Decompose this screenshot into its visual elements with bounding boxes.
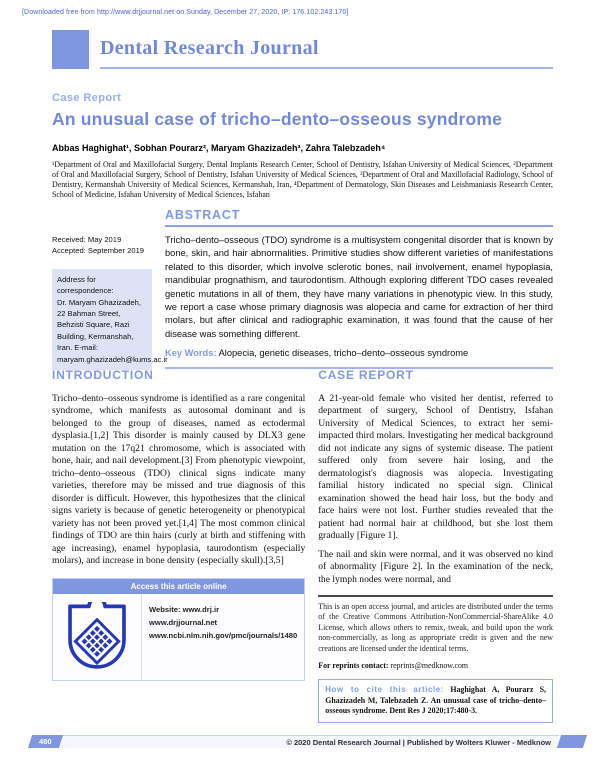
footer-copyright: © 2020 Dental Research Journal | Published by Wolters Kluwer - Medknow bbox=[286, 737, 551, 747]
correspondence-text: Dr. Maryam Ghazizadeh, 22 Bahman Street, Behzisti Square, Razi Building, Kermanshah, Iran. E-mail: maryam.ghazizadeh@kums.ac.ir bbox=[57, 297, 168, 364]
case-report-paragraph: The nail and skin were normal, and it was observed no kind of abnormality [Figure 2]. In the examination of the neck, the lymph nodes were normal, and bbox=[318, 548, 553, 585]
journal-header bbox=[52, 30, 553, 69]
journal-title-rule bbox=[100, 30, 553, 69]
section-heading-case-report: CASE REPORT bbox=[318, 368, 414, 382]
footer-page-badge bbox=[28, 735, 63, 748]
section-heading-introduction: INTRODUCTION bbox=[52, 368, 154, 382]
case-report-paragraph: A 21-year-old female who visited her dentist, referred to department of surgery, School of Dentistry, Isfahan University of Medical Sciences, to extract her semi-impacted third molars. Investigating her medical background did not indicate any signs of systemic disease. The patient suffered only from severe hair losing, and the dermatologist's diagnosis was alopecia. Investigating familial history indicated no special sign. Clinical examination showed the head hair loss, but the body and face hairs were not lost. Further studies revealed that the patient had normal hair at childhood, but she lost them gradually [Figure 1]. bbox=[318, 393, 553, 542]
page-footer bbox=[30, 735, 585, 748]
access-article-box bbox=[52, 578, 305, 681]
author-line: Abbas Haghighat¹, Sobhan Pourarz², Maryam Ghazizadeh³, Zahra Talebzadeh⁴ bbox=[52, 143, 386, 153]
article-title: An unusual case of tricho–dento–osseous syndrome bbox=[52, 109, 503, 129]
introduction-column bbox=[52, 368, 305, 723]
reprints-label: For reprints contact: bbox=[318, 661, 389, 671]
access-links bbox=[142, 594, 304, 680]
keywords-label: Key Words: bbox=[165, 348, 217, 358]
qr-cell bbox=[53, 594, 142, 680]
website-line: www.ncbi.nlm.nih.gov/pmc/journals/1480 bbox=[149, 631, 298, 641]
correspondence-box bbox=[52, 269, 168, 370]
access-box-header: Access this article online bbox=[53, 579, 304, 594]
body-columns bbox=[52, 368, 553, 723]
correspondence-label: Address for correspondence: bbox=[57, 274, 114, 296]
cite-box bbox=[318, 679, 553, 723]
download-notice: [Downloaded free from http://www.drjjournal.net on Sunday, December 27, 2020, IP: 176.102.243.170] bbox=[22, 9, 349, 16]
left-meta-column bbox=[52, 208, 168, 370]
cite-label: How to cite this article: bbox=[325, 685, 444, 695]
qr-code-icon bbox=[64, 602, 130, 672]
reprints-contact-line bbox=[318, 661, 553, 670]
journal-title: Dental Research Journal bbox=[100, 37, 319, 59]
article-head bbox=[52, 92, 553, 200]
access-box-body bbox=[53, 594, 304, 680]
website-line: www.drjjournal.net bbox=[149, 617, 218, 627]
abstract-section bbox=[52, 208, 553, 370]
website-line: Website: www.drj.ir bbox=[149, 604, 220, 614]
open-access-note: This is an open access journal, and articles are distributed under the terms of the Creative Commons Attribution-NonCommercial-ShareAlike 4.0 License, which allows others to remix, tweak, and build upon the work non-commercially, as long as appropriate credit is given and the new creations are licensed under the identical terms. bbox=[318, 602, 553, 653]
affiliations: ¹Department of Oral and Maxillofacial Surgery, Dental Implants Research Center, School of Dentistry, Isfahan University of Medical Sciences, ²Department of Oral and Maxillofacial Surgery, School of Dentistry, Isfahan University of Medical Sciences, ³Department of Oral and Maxillofacial Radiology, School of Dentistry, Kermanshah University of Medical Sciences, Kermanshah, Iran, ⁴Department of Dermatology, Skin Diseases and Leishmaniasis Research Center, School of Medicine, Isfahan University of Medical Sciences, Isfahan bbox=[52, 160, 553, 199]
cite-text: Haghighat A, Pourarz S, Ghazizadeh M, Talebzadeh Z. An unusual case of tricho–dento–osseous syndrome. Dent Res J 2020;17:480-3. bbox=[325, 685, 546, 716]
abstract-text: Tricho–dento–osseous (TDO) syndrome is a multisystem congenital disorder that is known by bone, skin, and hair abnormalities. Primitive studies show different varieties of manifestations related to this disorder, which involve sclerotic bones, nail involvement, enamel hypoplasia, mandibular prognathism, and taurodontism. Although exploring different TDO cases revealed genetic mutations in all of them, they have many variations in phenotypic view. In this study, we report a case whose primary diagnosis was alopecia and came for extraction of her third molars, but after clinical and radiographic examination, it was found that the cause of her disease was something different. bbox=[165, 235, 553, 339]
journal-logo bbox=[52, 30, 89, 69]
open-access-divider bbox=[318, 595, 553, 597]
abstract-column bbox=[165, 208, 553, 370]
dates-block bbox=[52, 208, 152, 257]
reprints-email: reprints@medknow.com bbox=[390, 661, 469, 671]
article-type-label: Case Report bbox=[52, 92, 122, 104]
accepted-date: Accepted: September 2019 bbox=[52, 246, 145, 256]
page-number: 480 bbox=[39, 737, 52, 746]
abstract-heading: ABSTRACT bbox=[165, 208, 241, 222]
keywords-line bbox=[165, 348, 553, 358]
abstract-heading-rule bbox=[165, 225, 553, 227]
introduction-text: Tricho–dento–osseous syndrome is identified as a rare congenital syndrome, which manifests as autosomal dominant and is belonged to the group of diseases, named as ectodermal dysplasia.[1,2] This disorder is mainly caused by DLX3 gene mutation on the 17q21 chromosome, which is associated with bone, hair, and nail development.[3] From phenotypic viewpoint, tricho–dento–osseous (TDO) clinical signs indicate many varieties, therefore may be missed and true diagnosis of this disorder is difficult. However, this hypothesizes that the clinical signs variety is because of genetic heterogeneity or phenotypical variety has not been proved yet.[1,4] The most common clinical findings of TDO are thin hairs (curly at birth and stiffening with age increasing), enamel hypoplasia, taurodontism (especially molars), and increase in bone density (especially skull).[3,5] bbox=[52, 393, 306, 567]
case-report-column bbox=[318, 368, 553, 723]
footer-right-badge bbox=[557, 735, 587, 748]
footer-strip bbox=[61, 735, 559, 748]
received-date: Received: May 2019 bbox=[52, 235, 122, 244]
keywords-text: Alopecia, genetic diseases, tricho–dento–osseous syndrome bbox=[218, 348, 469, 358]
